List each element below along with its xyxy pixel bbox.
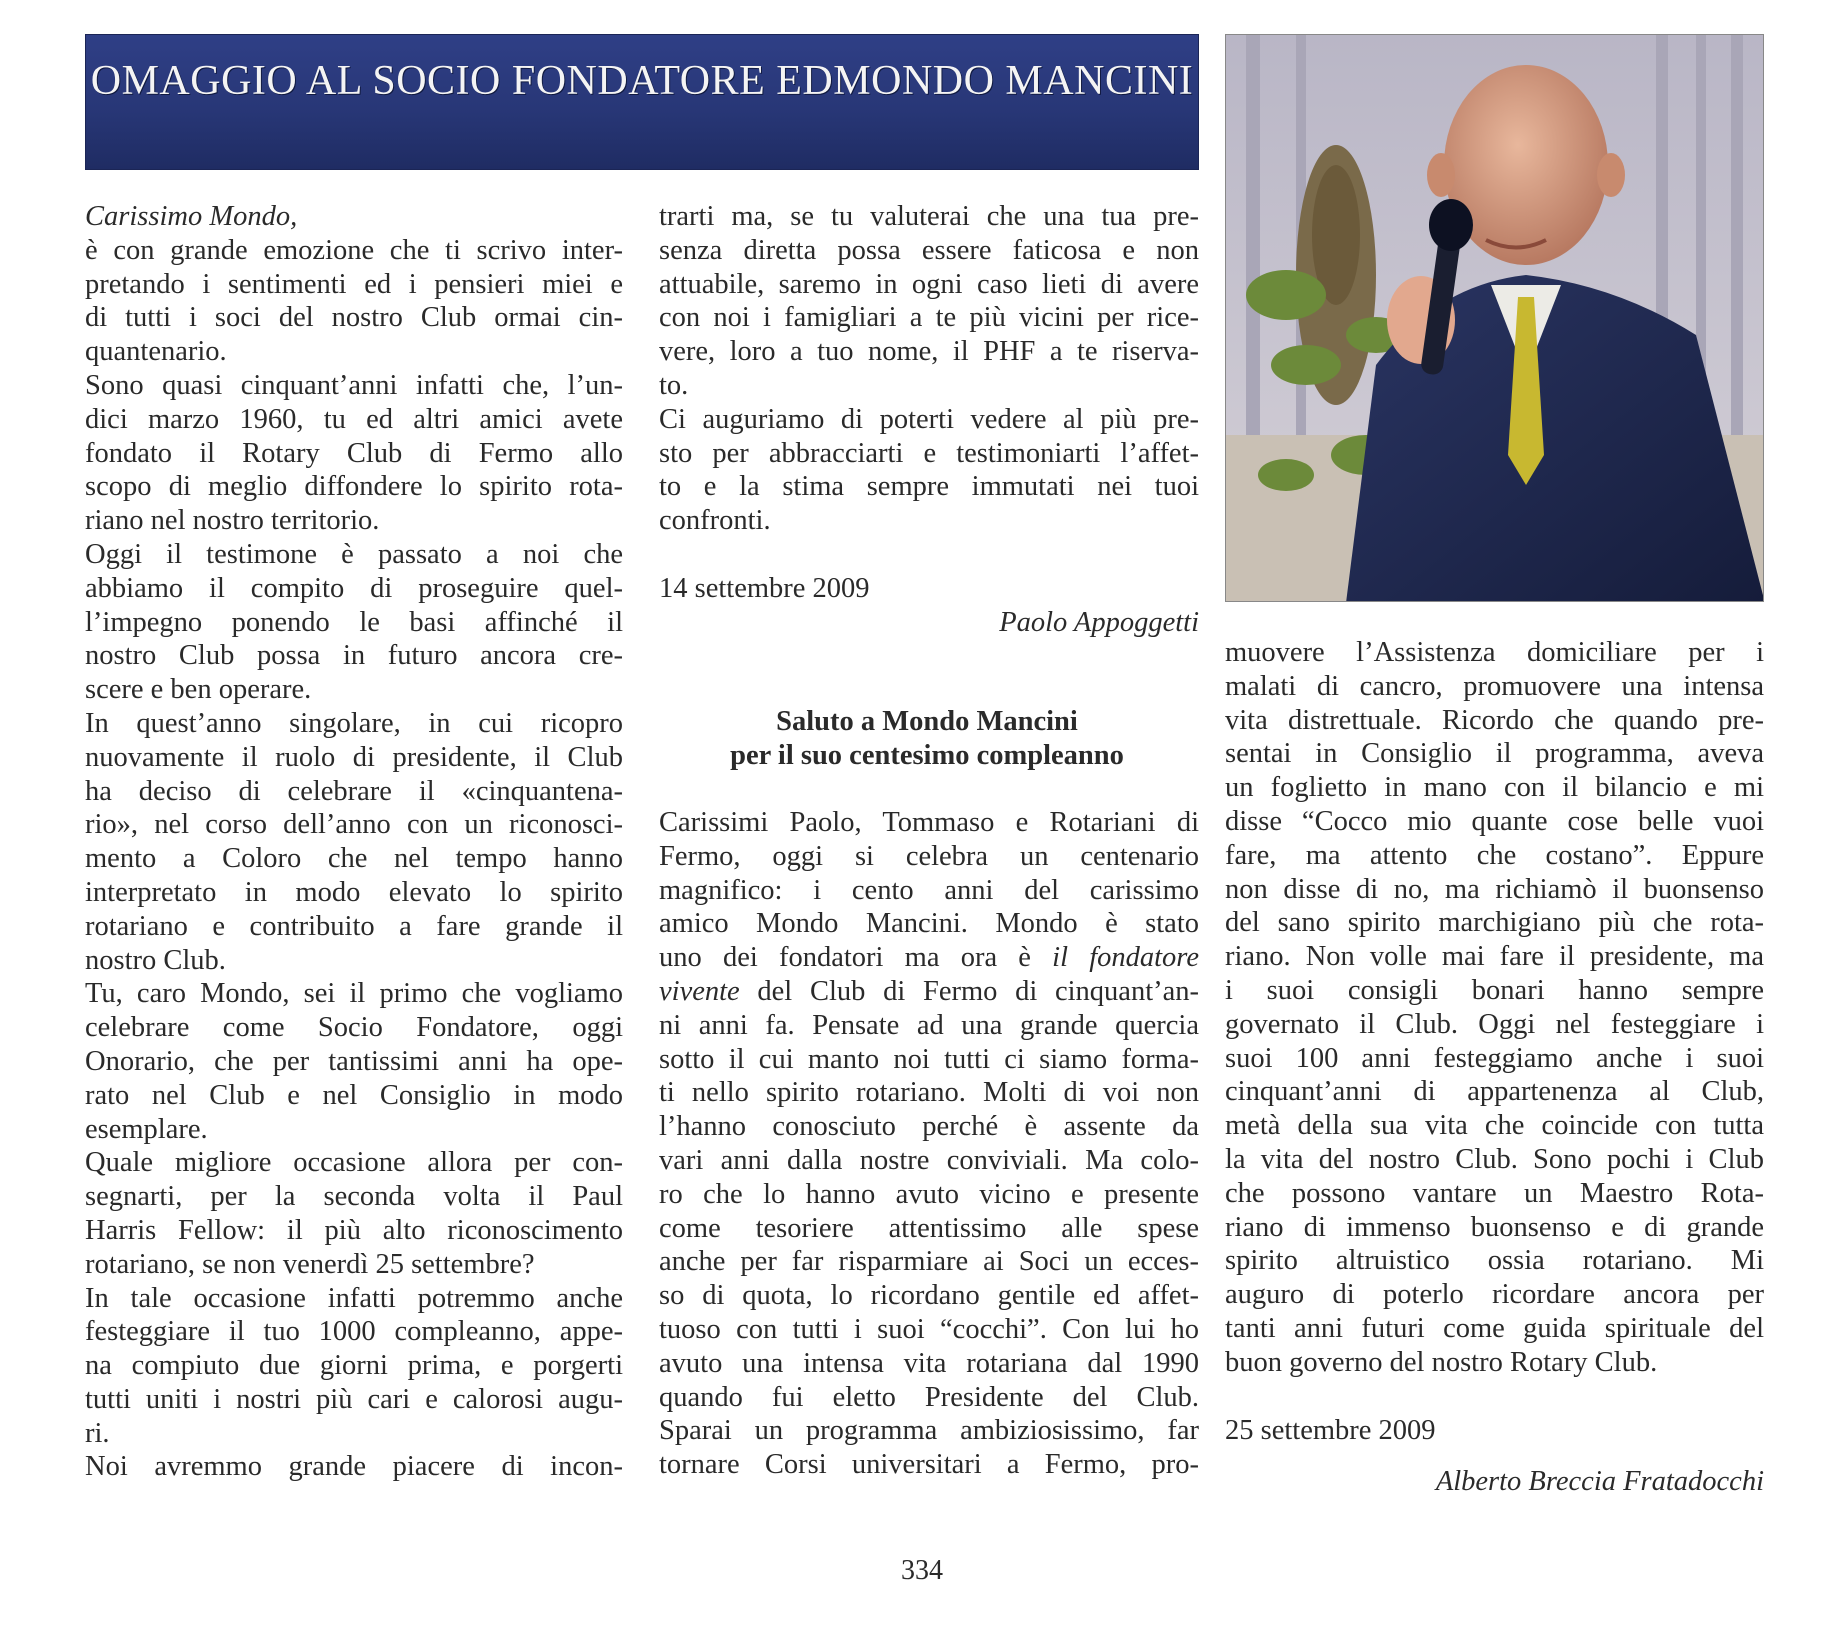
- text-line: sotto il cui manto noi tutti ci siamo forma-: [659, 1043, 1199, 1075]
- text-line: tuoso con tutti i suoi “cocchi”. Con lui ho: [659, 1313, 1199, 1345]
- text-line: muovere l’Assistenza domiciliare per i: [1225, 637, 1764, 668]
- letter1-date: 14 settembre 2009: [659, 572, 870, 604]
- text-line: mento a Coloro che nel tempo hanno: [85, 843, 623, 875]
- text-line: na compiuto due giorni prima, e porgerti: [85, 1350, 623, 1382]
- letter1-signature: Paolo Appoggetti: [999, 606, 1199, 638]
- letter1-column2: [659, 200, 1199, 640]
- text-line: è con grande emozione che ti scrivo inter-: [85, 234, 623, 266]
- text-line: vita distrettuale. Ricordo che quando pre-: [1225, 704, 1764, 736]
- text-line: ro che lo hanno avuto vicino e presente: [659, 1178, 1199, 1210]
- text-line: abbiamo il compito di proseguire quel-: [85, 572, 623, 604]
- text-line: metà della sua vita che coincide con tutta: [1225, 1110, 1764, 1142]
- text-line: to e la stima sempre immutati nei tuoi: [659, 471, 1199, 503]
- text-line: Noi avremmo grande piacere di incon-: [85, 1451, 623, 1483]
- text-line: scere e ben operare.: [85, 674, 312, 706]
- text-line: segnarti, per la seconda volta il Paul: [85, 1181, 623, 1213]
- text-line: Sparai un programma ambiziosissimo, far: [659, 1415, 1199, 1447]
- text-line: vivente del Club di Fermo di cinquant’an-: [659, 975, 1199, 1007]
- text-line: auguro di poterlo ricordare ancora per: [1225, 1279, 1764, 1311]
- text-line: che possono vantare un Maestro Rota-: [1225, 1177, 1764, 1209]
- text-line: so di quota, lo ricordano gentile ed affet-: [659, 1280, 1199, 1312]
- letter2-title-line2: per il suo centesimo compleanno: [730, 740, 1124, 771]
- text-line: attuabile, saremo in ogni caso lieti di avere: [659, 268, 1199, 300]
- letter2-column2: [659, 806, 1199, 1482]
- text-line: magnifico: i cento anni del carissimo: [659, 874, 1199, 906]
- text-line: Carissimi Paolo, Tommaso e Rotariani di: [659, 807, 1199, 838]
- text-line: spirito altruistico ossia rotariano. Mi: [1225, 1245, 1764, 1277]
- text-line: fondato il Rotary Club di Fermo allo: [85, 437, 623, 469]
- text-line: rio», nel corso dell’anno con un riconosci-: [85, 809, 623, 841]
- text-line: come tesoriere attentissimo alle spese: [659, 1212, 1199, 1244]
- text-line: In quest’anno singolare, in cui ricopro: [85, 707, 623, 739]
- text-line: del sano spirito marchigiano più che rota-: [1225, 907, 1764, 939]
- text-line: senza diretta possa essere faticosa e non: [659, 234, 1199, 266]
- text-line: malati di cancro, promuovere una intensa: [1225, 670, 1764, 702]
- letter2-title-line1: Saluto a Mondo Mancini: [776, 706, 1078, 737]
- text-line: riano di immenso buonsenso e di grande: [1225, 1211, 1764, 1243]
- text-line: con noi i famigliari a te più vicini per rice-: [659, 302, 1199, 334]
- text-line: i suoi consigli bonari hanno sempre: [1225, 974, 1764, 1006]
- text-line: anche per far risparmiare ai Soci un ecces-: [659, 1246, 1199, 1278]
- text-line: sentai in Consiglio il programma, aveva: [1225, 738, 1764, 770]
- text-line: scopo di meglio diffondere lo spirito rota-: [85, 471, 623, 503]
- text-line: quando fui eletto Presidente del Club.: [659, 1381, 1199, 1413]
- text-line: ni anni fa. Pensate ad una grande quercia: [659, 1009, 1199, 1041]
- text-line: Onorario, che per tantissimi anni ha ope-: [85, 1045, 623, 1077]
- text-line: Oggi il testimone è passato a noi che: [85, 538, 623, 570]
- text-line: rato nel Club e nel Consiglio in modo: [85, 1079, 623, 1111]
- text-line: celebrare come Socio Fondatore, oggi: [85, 1012, 623, 1044]
- text-line: Fermo, oggi si celebra un centenario: [659, 840, 1199, 872]
- text-line: nostro Club.: [85, 944, 226, 976]
- text-line: un foglietto in mano con il bilancio e mi: [1225, 772, 1764, 804]
- text-line: rotariano e contribuito a fare grande il: [85, 910, 623, 942]
- text-line: confronti.: [659, 505, 771, 537]
- letter2-title: [655, 705, 1199, 773]
- text-line: pretando i sentimenti ed i pensieri miei e: [85, 268, 623, 300]
- text-line: disse “Cocco mio quante cose belle vuoi: [1225, 805, 1764, 837]
- letter2-date: 25 settembre 2009: [1225, 1414, 1436, 1446]
- text-line: suoi 100 anni festeggiamo anche i suoi: [1225, 1042, 1764, 1074]
- text-line: l’hanno conosciuto perché è assente da: [659, 1111, 1199, 1143]
- text-line: Tu, caro Mondo, sei il primo che vogliamo: [85, 978, 623, 1010]
- text-line: riano nel nostro territorio.: [85, 505, 380, 537]
- letter1-salutation: Carissimo Mondo,: [85, 201, 298, 232]
- text-line: cinquant’anni di appartenenza al Club,: [1225, 1076, 1764, 1108]
- text-line: l’impegno ponendo le basi affinché il: [85, 606, 623, 638]
- text-line: Quale migliore occasione allora per con-: [85, 1147, 623, 1179]
- text-line: sto per abbracciarti e testimoniarti l’affet-: [659, 437, 1199, 469]
- text-line: fare, ma attento che costano”. Eppure: [1225, 839, 1764, 871]
- text-line: amico Mondo Mancini. Mondo è stato: [659, 908, 1199, 940]
- photo-portrait-speaker-with-microphone-icon: [1226, 35, 1764, 602]
- letter2-column3: [1225, 636, 1764, 1499]
- text-line: tutti uniti i nostri più cari e calorosi augu-: [85, 1383, 623, 1415]
- page-number: 334: [901, 1555, 943, 1586]
- text-line: buon governo del nostro Rotary Club.: [1225, 1346, 1658, 1378]
- text-line: ha deciso di celebrare il «cinquantena-: [85, 775, 623, 807]
- text-line: rotariano, se non venerdì 25 settembre?: [85, 1248, 535, 1280]
- letter1-column1: [85, 200, 623, 1484]
- text-line: ti nello spirito rotariano. Molti di voi non: [659, 1077, 1199, 1109]
- text-line: avuto una intensa vita rotariana dal 1990: [659, 1347, 1199, 1379]
- portrait-photo: [1225, 34, 1764, 602]
- text-line: la vita del nostro Club. Sono pochi i Club: [1225, 1143, 1764, 1175]
- text-line: dici marzo 1960, tu ed altri amici avete: [85, 403, 623, 435]
- text-line: ri.: [85, 1417, 110, 1449]
- text-line: tornare Corsi universitari a Fermo, pro-: [659, 1449, 1199, 1481]
- text-line: to.: [659, 369, 689, 401]
- text-line: tanti anni futuri come guida spirituale del: [1225, 1312, 1764, 1344]
- text-line: Ci auguriamo di poterti vedere al più pre-: [659, 403, 1199, 435]
- text-line: vere, loro a tuo nome, il PHF a te riserva-: [659, 336, 1199, 368]
- text-line: esemplare.: [85, 1113, 208, 1145]
- text-line: Sono quasi cinquant’anni infatti che, l’un-: [85, 369, 623, 401]
- text-line: riano. Non volle mai fare il presidente, ma: [1225, 941, 1764, 973]
- text-line: trarti ma, se tu valuterai che una tua pre-: [659, 201, 1199, 232]
- text-line: uno dei fondatori ma ora è il fondatore: [659, 942, 1199, 974]
- text-line: In tale occasione infatti potremmo anche: [85, 1282, 623, 1314]
- text-line: non disse di no, ma richiamò il buonsenso: [1225, 873, 1764, 905]
- article-title: OMAGGIO AL SOCIO FONDATORE EDMONDO MANCINI: [90, 58, 1194, 104]
- text-line: nuovamente il ruolo di presidente, il Club: [85, 741, 623, 773]
- text-line: quantenario.: [85, 336, 227, 368]
- text-line: interpretato in modo elevato lo spirito: [85, 876, 623, 908]
- text-line: nostro Club possa in futuro ancora cre-: [85, 640, 623, 672]
- text-line: vari anni dalla nostre conviviali. Ma colo-: [659, 1144, 1199, 1176]
- text-line: Harris Fellow: il più alto riconoscimento: [85, 1214, 623, 1246]
- article-header-banner: [85, 34, 1199, 170]
- text-line: di tutti i soci del nostro Club ormai cin-: [85, 302, 623, 334]
- letter2-signature: Alberto Breccia Fratadocchi: [1435, 1466, 1764, 1498]
- text-line: festeggiare il tuo 1000 compleanno, appe-: [85, 1316, 623, 1348]
- text-line: governato il Club. Oggi nel festeggiare i: [1225, 1008, 1764, 1040]
